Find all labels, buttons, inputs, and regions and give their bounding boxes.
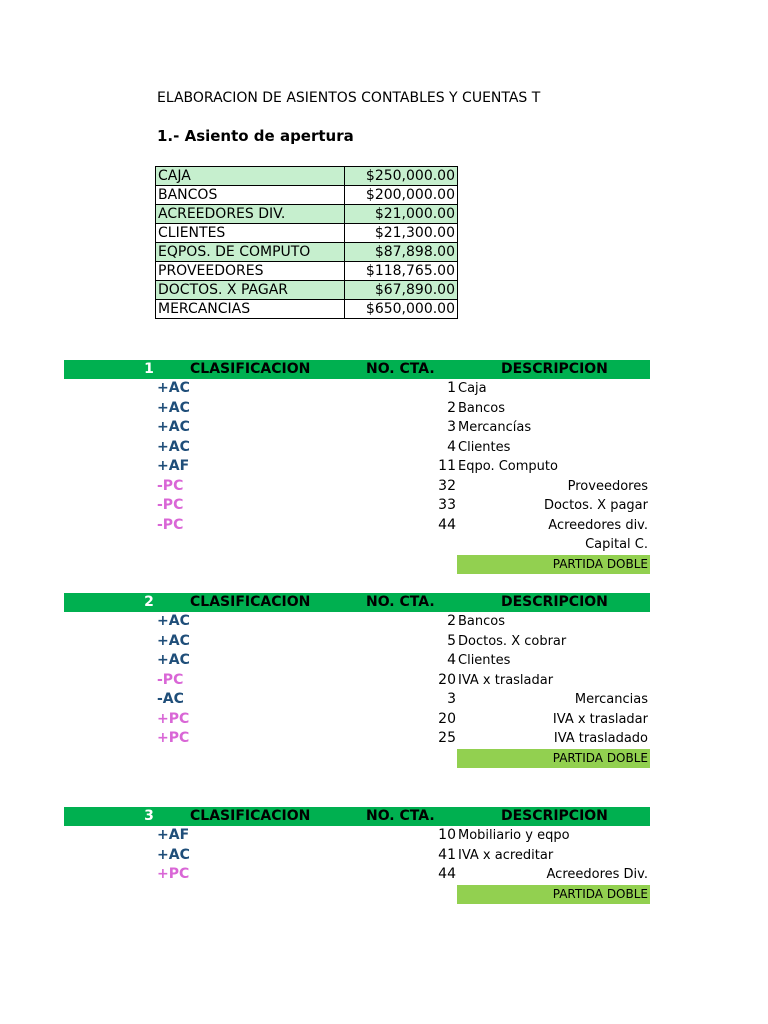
account-number: 41 (438, 846, 456, 863)
account-description: Acreedores div. (548, 517, 648, 533)
entry-row (64, 865, 650, 885)
entry-row (64, 710, 650, 730)
entry-row (64, 632, 650, 652)
amount-cell: $87,898.00 (345, 243, 458, 262)
entry-row (64, 671, 650, 691)
entry-header (64, 360, 650, 379)
account-description: IVA x trasladar (458, 672, 554, 688)
account-description: Eqpo. Computo (458, 459, 558, 474)
account-name-cell: MERCANCIAS (156, 300, 345, 319)
account-number: 3 (447, 691, 456, 707)
opening-row (156, 224, 458, 243)
account-number: 10 (438, 827, 456, 843)
classification-code: +AF (157, 458, 190, 474)
entry-row (64, 846, 650, 866)
account-number: 32 (438, 477, 456, 494)
classification-code: +AC (157, 419, 190, 435)
classification-code: +PC (157, 866, 190, 882)
account-name-cell: ACREEDORES DIV. (156, 205, 345, 224)
account-number: 44 (438, 516, 456, 533)
classification-code: +AC (157, 632, 190, 649)
partida-doble-label: PARTIDA DOBLE (457, 885, 650, 904)
account-description: Mobiliario y eqpo (458, 828, 570, 843)
opening-row (156, 205, 458, 224)
amount-cell: $200,000.00 (345, 186, 458, 205)
entry-row (64, 399, 650, 419)
account-number: 1 (447, 380, 456, 396)
account-number: 11 (438, 458, 456, 474)
account-number: 4 (447, 652, 456, 668)
journal-entry-3 (64, 807, 650, 904)
account-description: IVA x acreditar (458, 847, 554, 863)
entry-row (64, 457, 650, 477)
classification-code: -PC (157, 671, 184, 688)
header-clasificacion: CLASIFICACION (190, 361, 311, 377)
account-description: Proveedores (567, 478, 648, 494)
amount-cell: $650,000.00 (345, 300, 458, 319)
opening-row (156, 300, 458, 319)
classification-code: +AC (157, 652, 190, 668)
account-name-cell: BANCOS (156, 186, 345, 205)
account-number: 25 (438, 730, 456, 746)
opening-row (156, 167, 458, 186)
header-no-cta: NO. CTA. (366, 594, 435, 610)
classification-code: +AC (157, 399, 190, 416)
entry-row (64, 418, 650, 438)
classification-code: -AC (157, 691, 184, 707)
opening-entry-table (155, 166, 458, 319)
account-name-cell: DOCTOS. X PAGAR (156, 281, 345, 300)
account-number: 20 (438, 710, 456, 727)
entry-number: 1 (144, 361, 154, 377)
amount-cell: $21,000.00 (345, 205, 458, 224)
document-title: ELABORACION DE ASIENTOS CONTABLES Y CUENTAS T (157, 90, 541, 106)
amount-cell: $250,000.00 (345, 167, 458, 186)
classification-code: -PC (157, 516, 184, 533)
account-number: 5 (447, 632, 456, 649)
account-description: Clientes (458, 653, 511, 668)
entry-row (64, 496, 650, 516)
header-descripcion: DESCRIPCION (501, 594, 608, 610)
account-name-cell: CLIENTES (156, 224, 345, 243)
opening-row (156, 281, 458, 300)
account-description: Capital C. (585, 537, 648, 552)
entry-row (64, 729, 650, 749)
header-no-cta: NO. CTA. (366, 808, 435, 824)
account-description: IVA trasladado (553, 731, 648, 746)
account-number: 20 (438, 671, 456, 688)
entry-row (64, 379, 650, 399)
header-no-cta: NO. CTA. (366, 361, 435, 377)
header-descripcion: DESCRIPCION (501, 808, 608, 824)
entry-number: 3 (144, 808, 154, 824)
entry-row (64, 438, 650, 458)
account-number: 4 (447, 438, 456, 455)
account-description: Acreedores Div. (546, 867, 648, 882)
opening-row (156, 243, 458, 262)
account-description: Doctos. X pagar (543, 498, 648, 513)
account-number: 2 (447, 613, 456, 629)
header-descripcion: DESCRIPCION (501, 361, 608, 377)
account-description: Caja (458, 381, 487, 396)
entry-row (64, 651, 650, 671)
account-description: Doctos. X cobrar (458, 633, 567, 649)
account-description: Mercancías (458, 420, 532, 435)
partida-doble-row (64, 885, 650, 905)
amount-cell: $67,890.00 (345, 281, 458, 300)
classification-code: +AC (157, 846, 190, 863)
account-number: 2 (447, 399, 456, 416)
classification-code: +PC (157, 710, 190, 727)
header-clasificacion: CLASIFICACION (190, 808, 311, 824)
account-description: Bancos (458, 400, 505, 416)
classification-code: +AC (157, 438, 190, 455)
partida-doble-row (64, 749, 650, 769)
journal-entry-1 (64, 360, 650, 574)
account-name-cell: CAJA (156, 167, 345, 186)
opening-row (156, 186, 458, 205)
amount-cell: $118,765.00 (345, 262, 458, 281)
partida-doble-label: PARTIDA DOBLE (457, 555, 650, 574)
entry-number: 2 (144, 594, 154, 610)
classification-code: +AC (157, 613, 190, 629)
partida-doble-label: PARTIDA DOBLE (457, 749, 650, 768)
classification-code: -PC (157, 477, 184, 494)
entry-row (64, 690, 650, 710)
section-title: 1.- Asiento de apertura (157, 127, 354, 145)
partida-doble-row (64, 555, 650, 575)
header-clasificacion: CLASIFICACION (190, 594, 311, 610)
entry-row (64, 612, 650, 632)
amount-cell: $21,300.00 (345, 224, 458, 243)
account-number: 44 (438, 866, 456, 882)
entry-header (64, 593, 650, 612)
entry-row (64, 477, 650, 497)
account-description: Clientes (458, 439, 511, 455)
entry-row (64, 516, 650, 536)
classification-code: +PC (157, 730, 190, 746)
account-description: IVA x trasladar (552, 711, 648, 727)
classification-code: -PC (157, 497, 184, 513)
classification-code: +AC (157, 380, 190, 396)
journal-entry-2 (64, 593, 650, 768)
account-description: Bancos (458, 614, 505, 629)
account-number: 3 (447, 419, 456, 435)
entry-row (64, 826, 650, 846)
entry-row (64, 535, 650, 555)
account-number: 33 (438, 497, 456, 513)
opening-row (156, 262, 458, 281)
account-name-cell: PROVEEDORES (156, 262, 345, 281)
account-name-cell: EQPOS. DE COMPUTO (156, 243, 345, 262)
account-description: Mercancias (574, 692, 648, 707)
classification-code: +AF (157, 827, 190, 843)
entry-header (64, 807, 650, 826)
